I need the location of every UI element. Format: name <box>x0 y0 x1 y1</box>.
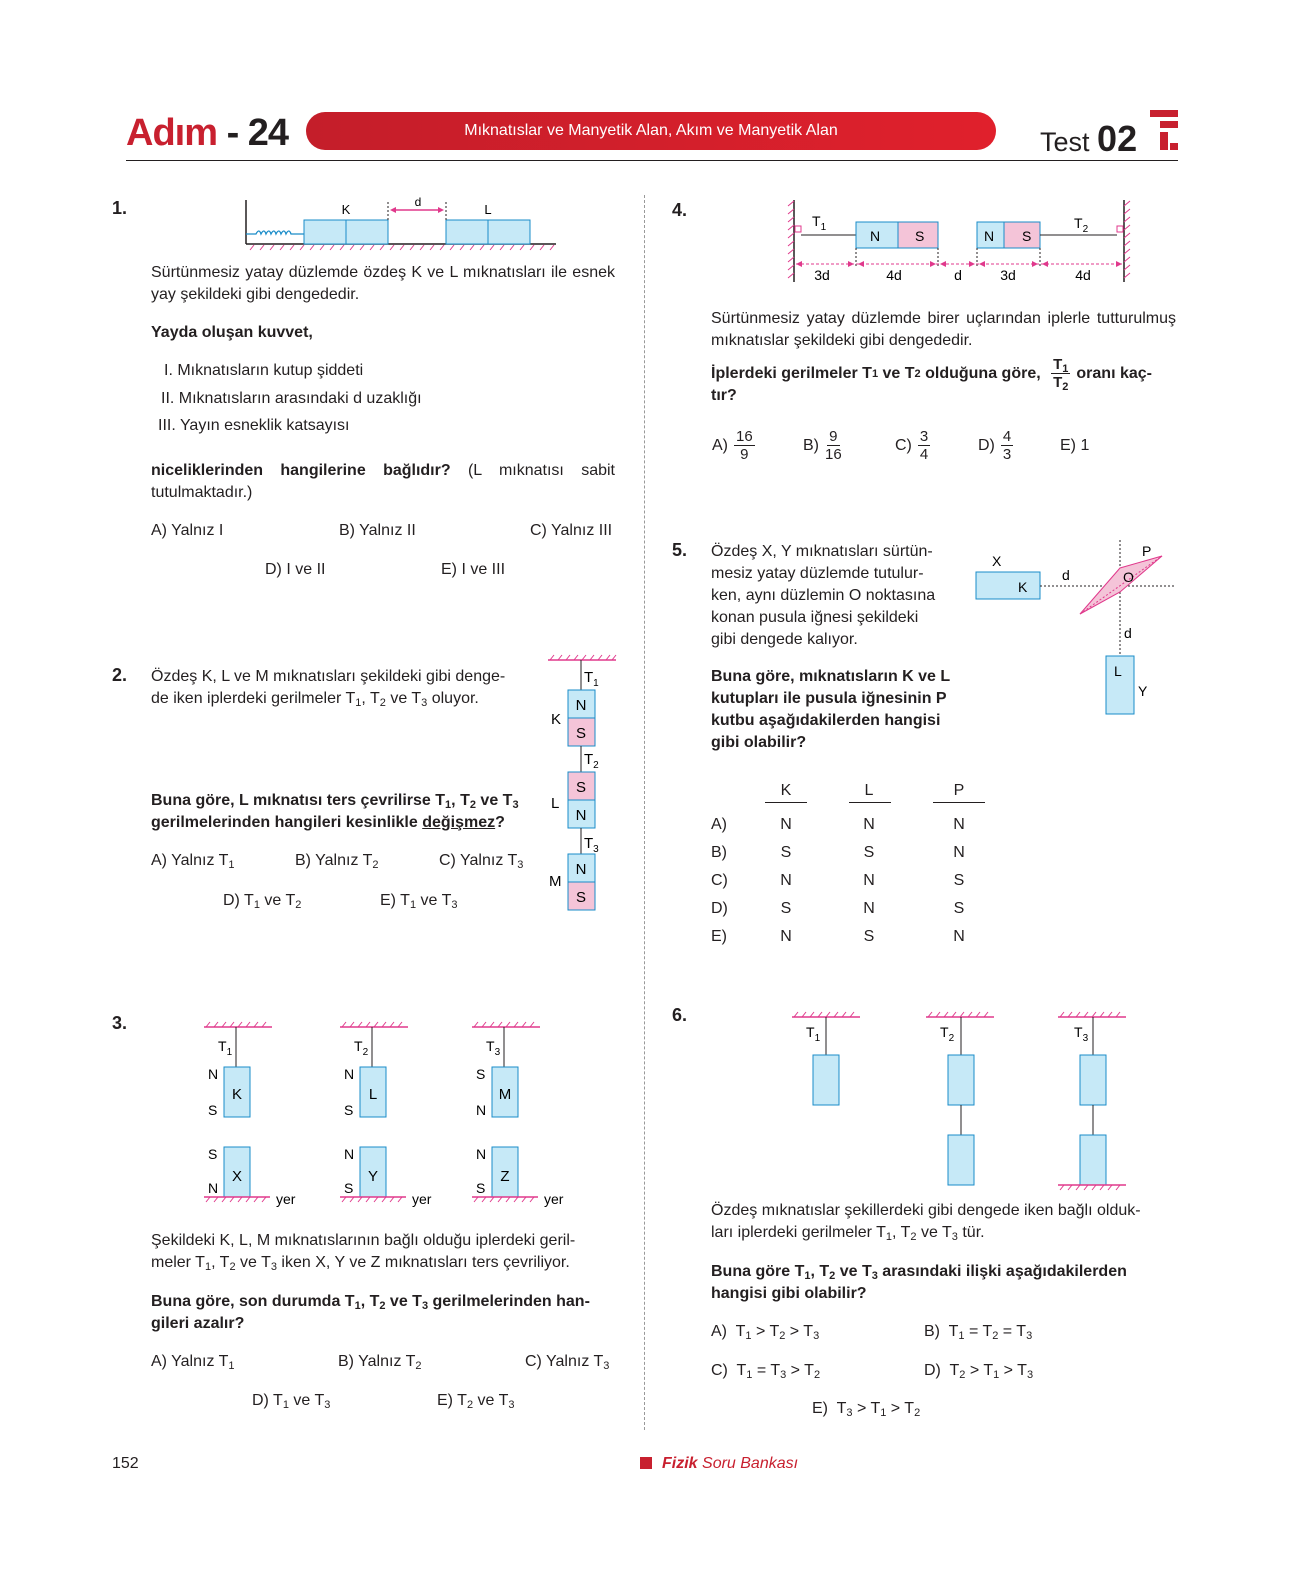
q6-text-line2: ları iplerdeki gerilmeler $T_1$, $T_2$ ve $T_3$ tür. <box>711 1224 985 1243</box>
svg-text:T3: $T_3$ <box>486 1038 501 1058</box>
q2-figure <box>540 652 620 914</box>
q4-option-d[interactable]: D) $\frac{4}{3}$ <box>978 428 1012 463</box>
q6-text-line1: Özdeş mıknatıslar şekillerdeki gibi dengede iken bağlı olduk- <box>711 1202 1141 1219</box>
q6-option-b[interactable]: B) $T_1 = T_2 = T_3$ <box>924 1323 1033 1342</box>
q5-text-line1: Özdeş X, Y mıknatısları sürtün- <box>711 543 933 560</box>
q5-ask <box>711 666 959 754</box>
svg-text:S: S <box>208 1146 218 1162</box>
q2-ask-line1: Buna göre, L mıknatısı ters çevrilirse $T_1$, $T_2$ ve $T_3$ <box>151 792 519 811</box>
q5-ask-line2: kutupları ile pusula iğnesinin P <box>711 690 947 707</box>
svg-text:T2: $T_2$ <box>1074 215 1089 235</box>
svg-text:L: L <box>368 1086 378 1103</box>
q3-text-line2: meler $T_1$, $T_2$ ve $T_3$ iken X, Y ve Z mıknatısları ters çevriliyor. <box>151 1254 570 1273</box>
q5-text-line4: konan pusula iğnesi şekildeki <box>711 609 919 626</box>
q3-ask-line1: Buna göre, son durumda $T_1$, $T_2$ ve $T_3$ gerilmelerinden han- <box>151 1293 590 1312</box>
q2-option-a[interactable]: A) Yalnız $T_1$ <box>151 852 235 871</box>
q1-option-a[interactable]: A) Yalnız I <box>151 522 224 539</box>
svg-text:yer: yer <box>412 1191 432 1207</box>
q3-ask <box>151 1291 617 1335</box>
svg-text:S: S <box>575 725 587 742</box>
svg-text:N: N <box>575 861 587 878</box>
q5-text-line5: gibi dengede kalıyor. <box>711 631 858 648</box>
q3-text <box>151 1230 617 1274</box>
q6-option-c[interactable]: C) $T_1 = T_3 > T_2$ <box>711 1362 821 1381</box>
svg-text:N: N <box>575 697 587 714</box>
svg-text:d: d <box>1062 567 1070 583</box>
q2-option-b[interactable]: B) Yalnız $T_2$ <box>295 852 379 871</box>
column-divider <box>644 195 645 1430</box>
svg-text:T2: $T_2$ <box>940 1024 955 1044</box>
footer-title <box>640 1455 798 1473</box>
brand-word: Adım <box>126 112 217 154</box>
svg-text:T1: $T_1$ <box>218 1038 233 1058</box>
brand-title <box>126 112 288 155</box>
topic-banner: Mıknatıslar ve Manyetik Alan, Akım ve Manyetik Alan <box>306 112 996 150</box>
q6-number: 6. <box>672 1005 688 1025</box>
q3-figure <box>196 1015 576 1215</box>
q5-answer-table <box>711 782 1001 804</box>
svg-text:K: K <box>551 711 562 728</box>
header-rule <box>126 160 1178 161</box>
q3-ask-line2: gileri azalır? <box>151 1315 245 1332</box>
svg-text:O: O <box>1123 569 1134 585</box>
q5-text-line3: ken, aynı düzlemin O noktasına <box>711 587 936 604</box>
q2-option-d[interactable]: D) $T_1$ ve $T_2$ <box>223 892 302 911</box>
footer-square-icon <box>640 1457 652 1469</box>
svg-text:T1: $T_1$ <box>584 669 599 689</box>
q3-text-line1: Şekildeki K, L, M mıknatıslarının bağlı olduğu iplerdeki geril- <box>151 1232 576 1249</box>
svg-text:Y: Y <box>367 1168 379 1185</box>
q6-ask-line1: Buna göre $T_1$, $T_2$ ve $T_3$ arasındaki ilişki aşağıdakilerden <box>711 1263 1127 1282</box>
svg-text:L: L <box>551 795 560 812</box>
q5-ask-line3: kutbu aşağıdakilerden hangisi <box>711 712 941 729</box>
q1-option-d[interactable]: D) I ve II <box>265 561 326 578</box>
q1-figure <box>240 196 560 252</box>
q6-ask-line2: hangisi gibi olabilir? <box>711 1285 867 1302</box>
q4-number: 4. <box>672 200 688 220</box>
q4-ask <box>711 356 1181 407</box>
svg-text:N: N <box>208 1180 219 1196</box>
q6-ask <box>711 1261 1177 1305</box>
svg-text:S: S <box>476 1180 486 1196</box>
q6-text <box>711 1200 1177 1244</box>
q1-text: Sürtünmesiz yatay düzlemde özdeş K ve L mıknatısları ile esnek yay şekildeki gibi dengededir. <box>151 264 615 303</box>
footer-series: Soru Bankası <box>702 1455 799 1472</box>
svg-text:X: X <box>992 553 1002 569</box>
test-label <box>1040 118 1137 160</box>
q5-option-c[interactable]: C) N N S <box>711 872 965 889</box>
q5-header-l: L <box>864 782 874 799</box>
svg-text:S: S <box>575 779 587 796</box>
svg-text:L: L <box>1114 663 1122 679</box>
q1-item-1: I. Mıknatısların kutup şiddeti <box>164 362 364 379</box>
svg-text:N: N <box>344 1066 355 1082</box>
page-number: 152 <box>112 1455 139 1472</box>
q1-ask <box>151 460 615 504</box>
q1-question: Yayda oluşan kuvvet, <box>151 324 313 341</box>
q2-ask <box>151 790 541 834</box>
svg-text:T3: $T_3$ <box>584 835 599 855</box>
q2-option-c[interactable]: C) Yalnız $T_3$ <box>439 852 524 871</box>
svg-text:3d: 3d <box>1000 267 1016 283</box>
svg-text:S: S <box>208 1102 218 1118</box>
q3-option-b[interactable]: B) Yalnız $T_2$ <box>338 1353 422 1372</box>
svg-text:d: d <box>954 267 962 283</box>
q4-option-a[interactable]: A) $\frac{16}{9}$ <box>712 428 753 463</box>
footer-subject: Fizik <box>662 1455 698 1472</box>
svg-text:3d: 3d <box>814 267 830 283</box>
q1-option-b[interactable]: B) Yalnız II <box>339 522 416 539</box>
q5-table-rows <box>711 816 1001 956</box>
q5-option-e[interactable]: E) N S N <box>711 928 965 945</box>
q4-text: Sürtünmesiz yatay düzlemde birer uçlarından iplerle tutturulmuş mıknatıslar şekildeki gibi dengededir. <box>711 310 1176 349</box>
q5-ask-line4: gibi olabilir? <box>711 734 807 751</box>
q2-text <box>151 666 531 710</box>
q1-fig-l: L <box>484 202 492 217</box>
q2-number: 2. <box>112 665 128 685</box>
svg-text:S: S <box>915 228 925 244</box>
q1-fig-d: d <box>414 196 422 209</box>
svg-text:N: N <box>984 228 995 244</box>
q4-ask-line2: tır? <box>711 387 737 404</box>
svg-text:Y: Y <box>1138 683 1148 699</box>
q5-ask-line1: Buna göre, mıknatısların K ve L <box>711 668 951 685</box>
svg-text:Z: Z <box>500 1168 510 1185</box>
svg-text:S: S <box>344 1102 354 1118</box>
q1-fig-k: K <box>341 202 351 217</box>
q1-number: 1. <box>112 198 128 218</box>
svg-text:N: N <box>575 807 587 824</box>
q5-number: 5. <box>672 540 688 560</box>
svg-text:N: N <box>476 1146 487 1162</box>
q3-option-d[interactable]: D) $T_1$ ve $T_3$ <box>252 1392 331 1411</box>
svg-text:N: N <box>208 1066 219 1082</box>
q2-text-line2: de iken iplerdeki gerilmeler $T_1$, $T_2$ ve $T_3$ oluyor. <box>151 690 479 709</box>
q1-option-c[interactable]: C) Yalnız III <box>530 522 613 539</box>
svg-text:4d: 4d <box>1075 267 1091 283</box>
q1-option-e[interactable]: E) I ve III <box>441 561 506 578</box>
q5-option-b[interactable]: B) S S N <box>711 844 965 861</box>
q4-figure <box>786 196 1134 288</box>
q5-header-p: P <box>953 782 965 799</box>
q2-option-e[interactable]: E) $T_1$ ve $T_3$ <box>380 892 458 911</box>
q3-option-a[interactable]: A) Yalnız $T_1$ <box>151 1353 235 1372</box>
q3-number: 3. <box>112 1013 128 1033</box>
q5-header-k: K <box>780 782 792 799</box>
svg-text:S: S <box>1022 228 1032 244</box>
q1-item-2: II. Mıknatısların arasındaki d uzaklığı <box>161 390 422 407</box>
svg-text:T1: $T_1$ <box>812 213 827 233</box>
svg-text:T1: $T_1$ <box>806 1024 821 1044</box>
svg-text:4d: 4d <box>886 267 902 283</box>
q5-text-line2: mesiz yatay düzlemde tutulur- <box>711 565 924 582</box>
q1-ask-bold: niceliklerinden hangilerine bağlıdır? <box>151 462 451 479</box>
q4-option-c[interactable]: C) $\frac{3}{4}$ <box>895 428 929 463</box>
svg-text:K: K <box>231 1086 243 1103</box>
q3-option-e[interactable]: E) $T_2$ ve $T_3$ <box>437 1392 515 1411</box>
q6-figure <box>786 1005 1136 1195</box>
q1-ask-rest: (L mıknatısı sabit tutulmaktadır.) <box>151 462 616 501</box>
test-word: Test <box>1040 127 1090 157</box>
svg-text:N: N <box>344 1146 355 1162</box>
svg-text:K: K <box>1018 579 1028 595</box>
q1-item-3: III. Yayın esneklik katsayısı <box>158 417 350 434</box>
q5-option-a[interactable]: A) N N N <box>711 816 965 833</box>
svg-text:yer: yer <box>276 1191 296 1207</box>
q4-option-b[interactable]: B) $\frac{9}{16}$ <box>803 428 842 463</box>
svg-text:S: S <box>476 1066 486 1082</box>
q2-ask-line2: gerilmelerinden hangileri kesinlikle değişmez? <box>151 814 505 831</box>
q2-text-line1: Özdeş K, L ve M mıknatısları şekildeki gibi denge- <box>151 668 506 685</box>
svg-text:yer: yer <box>544 1191 564 1207</box>
test-number: 02 <box>1097 118 1138 159</box>
q6-option-a[interactable]: A) $T_1 > T_2 > T_3$ <box>711 1323 820 1342</box>
brand-number: - 24 <box>226 112 289 154</box>
q4-ask-line1: İplerdeki gerilmeler T 1 ve T 2 olduğuna göre, $\frac{T_1}{T_2}$ oranı kaç- <box>711 356 1152 393</box>
svg-text:S: S <box>344 1180 354 1196</box>
q3-option-c[interactable]: C) Yalnız $T_3$ <box>525 1353 610 1372</box>
svg-text:T3: $T_3$ <box>1074 1024 1089 1044</box>
svg-text:N: N <box>476 1102 487 1118</box>
svg-text:P: P <box>1142 543 1152 559</box>
svg-text:T2: $T_2$ <box>584 751 599 771</box>
q4-option-e[interactable]: E) 1 <box>1060 437 1090 454</box>
q6-option-e[interactable]: E) $T_3 > T_1 > T_2$ <box>812 1400 921 1419</box>
svg-text:T2: $T_2$ <box>354 1038 369 1058</box>
q5-option-d[interactable]: D) S N S <box>711 900 965 917</box>
svg-text:S: S <box>575 889 587 906</box>
q6-option-d[interactable]: D) $T_2 > T_1 > T_3$ <box>924 1362 1034 1381</box>
q5-figure <box>970 536 1182 720</box>
brand-logo-icon <box>1150 110 1178 150</box>
svg-text:d: d <box>1124 625 1132 641</box>
q5-text <box>711 541 959 651</box>
svg-text:M: M <box>549 873 562 890</box>
svg-text:M: M <box>498 1086 512 1103</box>
svg-text:N: N <box>870 228 881 244</box>
svg-text:X: X <box>231 1168 243 1185</box>
